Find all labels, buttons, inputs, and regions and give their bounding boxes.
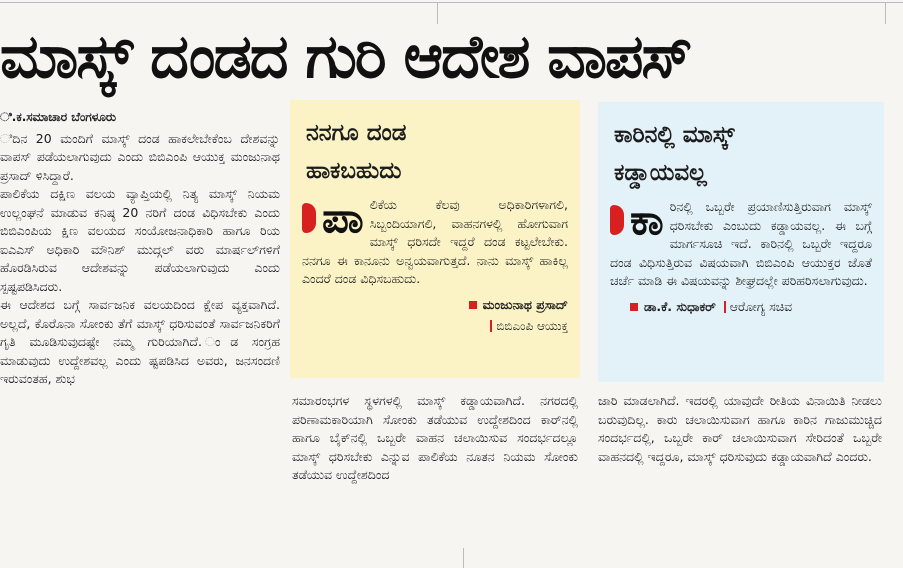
- quote-box-title-line-1: ನನಗೂ ದಂಡ: [306, 120, 407, 146]
- right-column: [598, 392, 882, 542]
- left-paragraph-2: ಪಾಲಿಕೆಯ ದಕ್ಷಿಣ ವಲಯ ವ್ಯಾಪ್ತಿಯಲ್ಲಿ ನಿತ್ಯ ಮಾಸ್ಕ್ ನಿಯಮ ಉಲ್ಲಂಘನೆ ಮಾಡುವ ಕನಿಷ್ಠ 20 ನರಿಗೆ ದಂಡ ವಿಧಿಸಬೇಕು ಎಂದು ಬಿಬಿಎಂಪಿಯ ಕ್ಷಿಣ ವಲಯದ ಸಂಯೋಜನಾಧಿಕಾರಿ ಹಾಗೂ ರಿಯ ಐಎಎಸ್ ಅಧಿಕಾರಿ ಮೌನಿಶ್ ಮುದ್ಗಲ್ ವರು ಮಾರ್ಷಲ್‌ಗಳಿಗೆ ಹೊರಡಿಸಿರುವ ಆದೇಶವನ್ನು ಪಡೆಯಲಾಗುವುದು ಎಂದು ಸ್ಪಷ್ಟಪಡಿಸಿದರು.: [0, 186, 280, 294]
- quote-box-body: [610, 195, 872, 291]
- top-rule: [0, 2, 903, 3]
- quote-text: ರಿನಲ್ಲಿ ಒಬ್ಬರೇ ಪ್ರಯಾಣಿಸುತ್ತಿರುವಾಗ ಮಾಸ್ಕ್ ಧರಿಸಬೇಕು ಎಂಬುದು ಕಡ್ಡಾಯವಲ್ಲ. ಈ ಬಗ್ಗೆ ಮಾರ್ಗಸೂಚಿ ಇದೆ. ಕಾರಿನಲ್ಲಿ ಒಬ್ಬರೇ ಇದ್ದರೂ ದಂಡ ವಿಧಿಸುತ್ತಿರುವ ವಿಷಯವಾಗಿ ಬಿಬಿಎಂಪಿ ಆಯುಕ್ತರ ಜೊತೆ ಚರ್ಚೆ ಮಾಡಿ ಈ ವಿಷಯವನ್ನು ಶೀಘ್ರದಲ್ಲೇ ಪರಿಹರಿಸಲಾಗುವುದು.: [610, 199, 872, 288]
- left-column: [0, 108, 280, 548]
- quote-box-title-line-1: ಕಾರಿನಲ್ಲಿ ಮಾಸ್ಕ್: [614, 122, 735, 148]
- quote-box-commissioner: [290, 100, 580, 378]
- right-column-text: ಜಾರಿ ಮಾಡಲಾಗಿದೆ. ಇದರಲ್ಲಿ ಯಾವುದೇ ರೀತಿಯ ವಿನಾಯಿತಿ ನೀಡಲು ಬರುವುದಿಲ್ಲ. ಕಾರು ಚಲಾಯಿಸುವಾಗ ಹಾಗೂ ಕಾರಿನ ಗಾಜುಮುಚ್ಚಿದ ಸಂದರ್ಭದಲ್ಲಿ, ಒಬ್ಬರೇ ಕಾರ್ ಚಲಾಯಿಸುವಾಗ ಸೇರಿದಂತೆ ಒಬ್ಬರೇ ವಾಹನದಲ್ಲಿ ಇದ್ದರೂ, ಮಾಸ್ಕ್ ಧರಿಸುವುದು ಕಡ್ಡಾಯವಾಗಿದೆ ಎಂದರು.: [598, 393, 882, 464]
- bar-separator-icon: [724, 301, 726, 313]
- signature-title: ಬಿಬಿಎಂಪಿ ಆಯುಕ್ತ: [496, 318, 568, 333]
- quote-signature: [302, 297, 568, 313]
- square-bullet-icon: [630, 303, 638, 311]
- left-paragraph-3: ಈ ಆದೇಶದ ಬಗ್ಗೆ ಸಾರ್ವಜನಿಕ ವಲಯದಿಂದ ಕ್ಷೇಪ ವ್ಯಕ್ತವಾಗಿದೆ. ಅಲ್ಲದೆ, ಕೊರೊನಾ ಸೋಂಕು ತೆಗೆ ಮಾಸ್ಕ್ ಧರಿಸುವಂತೆ ಸಾರ್ವಜನಿಕರಿಗೆ ಗೃತಿ ಮೂಡಿಸುವುದಷ್ಟೇ ನಮ್ಮ ಗುರಿಯಾಗಿದೆ. ಂಡ ಸಂಗ್ರಹ ಮಾಡುವುದು ಉದ್ದೇಶವಲ್ಲ ಎಂದು ಷ್ಟಪಡಿಸಿದ ಅವರು, ಜನಸಂದಣಿ ಇರುವಂತಹ, ಶುಭ: [0, 297, 280, 386]
- middle-column-text: ಸಮಾರಂಭಗಳ ಸ್ಥಳಗಳಲ್ಲಿ ಮಾಸ್ಕ್ ಕಡ್ಡಾಯವಾಗಿದೆ. ನಗರದಲ್ಲಿ ಪರಿಣಾಮಕಾರಿಯಾಗಿ ಸೋಂಕು ತಡೆಯುವ ಉದ್ದೇಶದಿಂದ ಕಾರ್‌ನಲ್ಲಿ ಹಾಗೂ ಬೈಕ್‌ನಲ್ಲಿ ಒಬ್ಬರೇ ವಾಹನ ಚಲಾಯಿಸುವ ಸಂದರ್ಭದಲ್ಲೂ ಮಾಸ್ಕ್ ಧರಿಸಬೇಕು ಎನ್ನುವ ಪಾಲಿಕೆಯ ನೂತನ ನಿಯಮ ಸೋಂಕು ತಡೆಯುವ ಉದ್ದೇಶದಿಂದ: [292, 393, 578, 482]
- quote-box-minister: [598, 102, 884, 382]
- quote-text: ಲಿಕೆಯ ಕೆಲವು ಅಧಿಕಾರಿಗಳಾಗಲಿ, ಸಿಬ್ಬಂದಿಯಾಗಲಿ, ವಾಹನಗಳಲ್ಲಿ ಹೋಗುವಾಗ ಮಾಸ್ಕ್ ಧರಿಸದೇ ಇದ್ದರೆ ದಂಡ ಕಟ್ಟಲೇಬೇಕು. ನನಗೂ ಈ ಕಾನೂನು ಅನ್ವಯವಾಗುತ್ತದೆ. ನಾನು ಮಾಸ್ಕ್ ಹಾಕಿಲ್ಲ ಎಂದರೆ ದಂಡ ವಿಧಿಸಬಹುದು.: [302, 197, 568, 286]
- signature-title-row: [302, 319, 568, 334]
- quote-mark-icon: [610, 205, 624, 235]
- left-paragraph-1: ಿದಿನ 20 ಮಂದಿಗೆ ಮಾಸ್ಕ್ ದಂಡ ಹಾಕಲೇಬೇಕೆಂಬ ದೇಶವನ್ನು ವಾಪಸ್ ಪಡೆಯಲಾಗುವುದು ಎಂದು ಬಿಬಿಎಂಪಿ ಆಯುಕ್ತ ಮಂಜುನಾಥ ಪ್ರಸಾದ್ ಳಿಸಿದ್ದಾರೆ.: [0, 130, 280, 183]
- bar-separator-icon: [490, 320, 492, 332]
- dropcap-block: [302, 193, 364, 242]
- signature-title: ಆರೋಗ್ಯ ಸಚಿವ: [729, 298, 793, 314]
- quote-box-title-line-2: ಕಡ್ಡಾಯವಲ್ಲ: [614, 160, 707, 186]
- square-bullet-icon: [469, 301, 477, 309]
- quote-mark-icon: [302, 203, 316, 233]
- byline: ಿ.ಕ.ಸಮಾಚಾರ ಬೆಂಗಳೂರು: [0, 110, 117, 124]
- headline: ಮಾಸ್ಕ್ ದಂಡದ ಗುರಿ ಆದೇಶ ವಾಪಸ್: [0, 22, 691, 92]
- quote-box-title: [306, 114, 568, 190]
- signature-name: ಮಂಜುನಾಥ ಪ್ರಸಾದ್: [482, 296, 568, 312]
- signature-name: ಡಾ.ಕೆ. ಸುಧಾಕರ್: [644, 298, 716, 314]
- quote-signature: [610, 299, 872, 315]
- quote-box-body: [302, 193, 568, 289]
- dropcap-block: [610, 195, 664, 244]
- middle-column: [292, 392, 578, 542]
- quote-box-title-line-2: ಹಾಕಬಹುದು: [306, 158, 402, 184]
- column-divider-bottom: [463, 548, 464, 568]
- quote-box-title: [614, 116, 872, 192]
- dropcap: ಪಾ: [322, 193, 364, 242]
- dropcap: ಕಾ: [630, 195, 664, 244]
